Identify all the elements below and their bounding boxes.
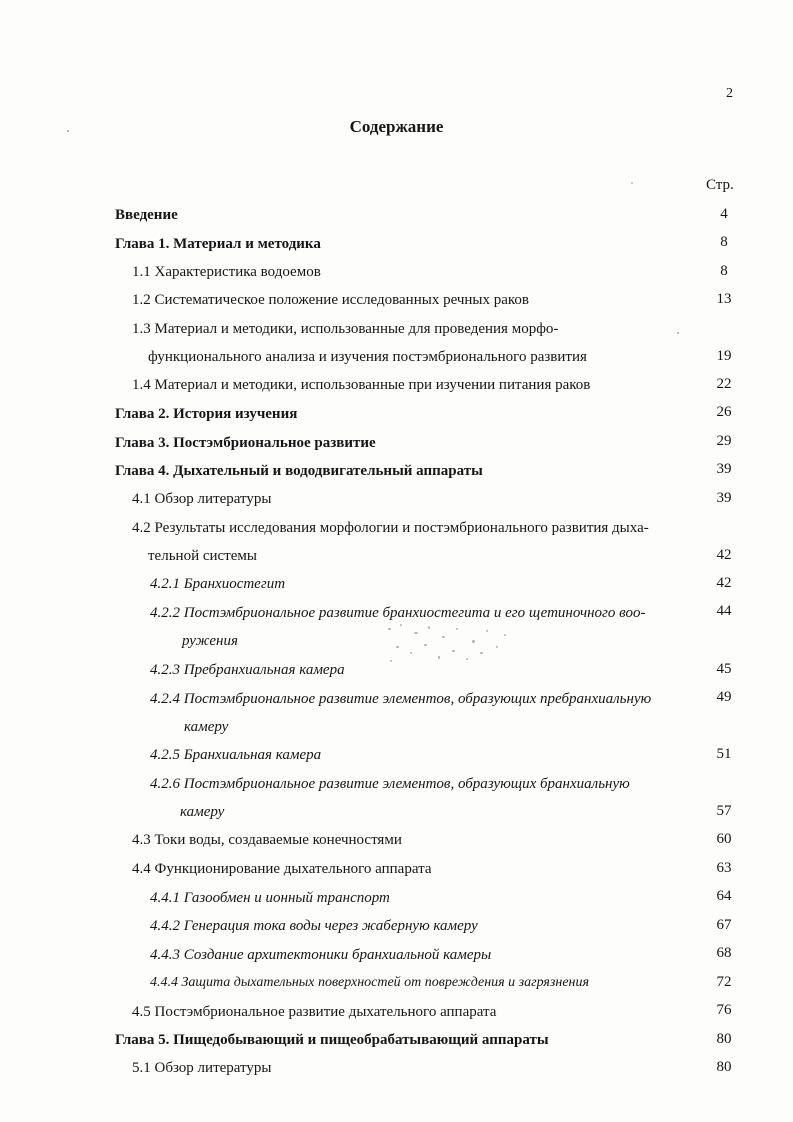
scan-dot — [677, 332, 679, 334]
toc-entry-page: 22 — [716, 376, 732, 392]
toc-entry-page: 45 — [716, 661, 732, 677]
toc-entry-text: 4.4.3 Создание архитектоники бранхиальной камеры — [150, 947, 492, 963]
toc-entry-page: 49 — [716, 689, 732, 705]
toc-entry-text: Введение — [115, 207, 178, 223]
toc-entry-page: 80 — [716, 1059, 732, 1075]
toc-entry-page: 80 — [716, 1031, 732, 1047]
toc-entry-page: 76 — [716, 1002, 732, 1018]
toc-entry-continuation: ружения — [182, 633, 238, 649]
toc-entry-text: 1.1 Характеристика водоемов — [132, 264, 321, 280]
toc-entry-page: 42 — [716, 575, 732, 591]
toc-entry-page: 72 — [716, 974, 732, 990]
toc-entry-page: 4 — [720, 206, 728, 222]
scan-dot — [67, 130, 69, 132]
toc-entry-text: 4.4.4 Защита дыхательных поверхностей от повреждения и загрязнения — [150, 975, 589, 990]
scan-smudge — [384, 622, 514, 666]
toc-entry-page: 8 — [720, 263, 728, 279]
toc-entry-page: 29 — [716, 433, 732, 449]
toc-entry-page: 39 — [716, 490, 732, 506]
toc-entry-text: 1.4 Материал и методики, использованные при изучении питания раков — [132, 377, 591, 393]
toc-entry-text: 1.2 Систематическое положение исследованных речных раков — [132, 292, 530, 308]
page-column-header: Стр. — [706, 177, 734, 193]
toc-entry-page: 19 — [716, 348, 732, 364]
toc-entry-text: 4.2.5 Бранхиальная камера — [150, 747, 322, 763]
toc-entry-continuation: камеру — [180, 804, 225, 820]
toc-entry-text: Глава 5. Пищедобывающий и пищеобрабатывающий аппараты — [115, 1032, 549, 1048]
toc-entry-text: 4.1 Обзор литературы — [132, 491, 272, 507]
toc-entry-text: 4.2.1 Бранхиостегит — [150, 576, 286, 592]
toc-entry-page: 51 — [716, 746, 732, 762]
toc-entry-text: 4.2.6 Постэмбриональное развитие элементов, образующих бранхиальную — [150, 776, 630, 792]
toc-entry-text: 4.3 Токи воды, создаваемые конечностями — [132, 832, 402, 848]
toc-entry-continuation: камеру — [184, 719, 229, 735]
toc-entry-text: 4.2.2 Постэмбриональное развитие бранхиостегита и его щетиночного воо- — [150, 605, 646, 621]
toc-entry-page: 42 — [716, 547, 732, 563]
page-title: Содержание — [349, 117, 444, 136]
toc-entry-continuation: функционального анализа и изучения постэмбрионального развития — [148, 349, 587, 365]
toc-entry-text: 4.4.2 Генерация тока воды через жаберную камеру — [150, 918, 478, 934]
toc-entry-text: 4.2 Результаты исследования морфологии и постэмбрионального развития дыха- — [132, 520, 649, 536]
toc-entry-text: 4.2.4 Постэмбриональное развитие элементов, образующих пребранхиальную — [150, 691, 652, 707]
toc-entry-continuation: тельной системы — [148, 548, 257, 564]
toc-entry-text: Глава 2. История изучения — [115, 406, 298, 422]
toc-entry-text: 4.2.3 Пребранхиальная камера — [150, 662, 345, 678]
toc-entry-text: 4.5 Постэмбриональное развитие дыхательного аппарата — [132, 1004, 497, 1020]
toc-entry-page: 63 — [716, 860, 732, 876]
toc-entry-page: 57 — [716, 803, 732, 819]
toc-entry-page: 26 — [716, 404, 732, 420]
toc-entry-page: 8 — [720, 234, 728, 250]
toc-entry-text: 4.4 Функционирование дыхательного аппарата — [132, 861, 432, 877]
toc-entry-text: Глава 1. Материал и методика — [115, 236, 321, 252]
toc-entry-text: 4.4.1 Газообмен и ионный транспорт — [150, 890, 390, 906]
toc-entry-page: 39 — [716, 461, 732, 477]
toc-entry-text: 5.1 Обзор литературы — [132, 1060, 272, 1076]
toc-entry-text: Глава 3. Постэмбриональное развитие — [115, 435, 376, 451]
toc-entry-page: 13 — [716, 291, 732, 307]
toc-entry-text: Глава 4. Дыхательный и вододвигательный аппараты — [115, 463, 483, 479]
toc-entry-text: 1.3 Материал и методики, использованные для проведения морфо- — [132, 321, 559, 337]
toc-entry-page: 60 — [716, 831, 732, 847]
toc-entry-page: 67 — [716, 917, 732, 933]
toc-entry-page: 68 — [716, 945, 732, 961]
scan-dot — [631, 182, 633, 184]
toc-entry-page: 64 — [716, 888, 732, 904]
toc-entry-page: 44 — [716, 603, 732, 619]
page-number: 2 — [726, 86, 733, 101]
